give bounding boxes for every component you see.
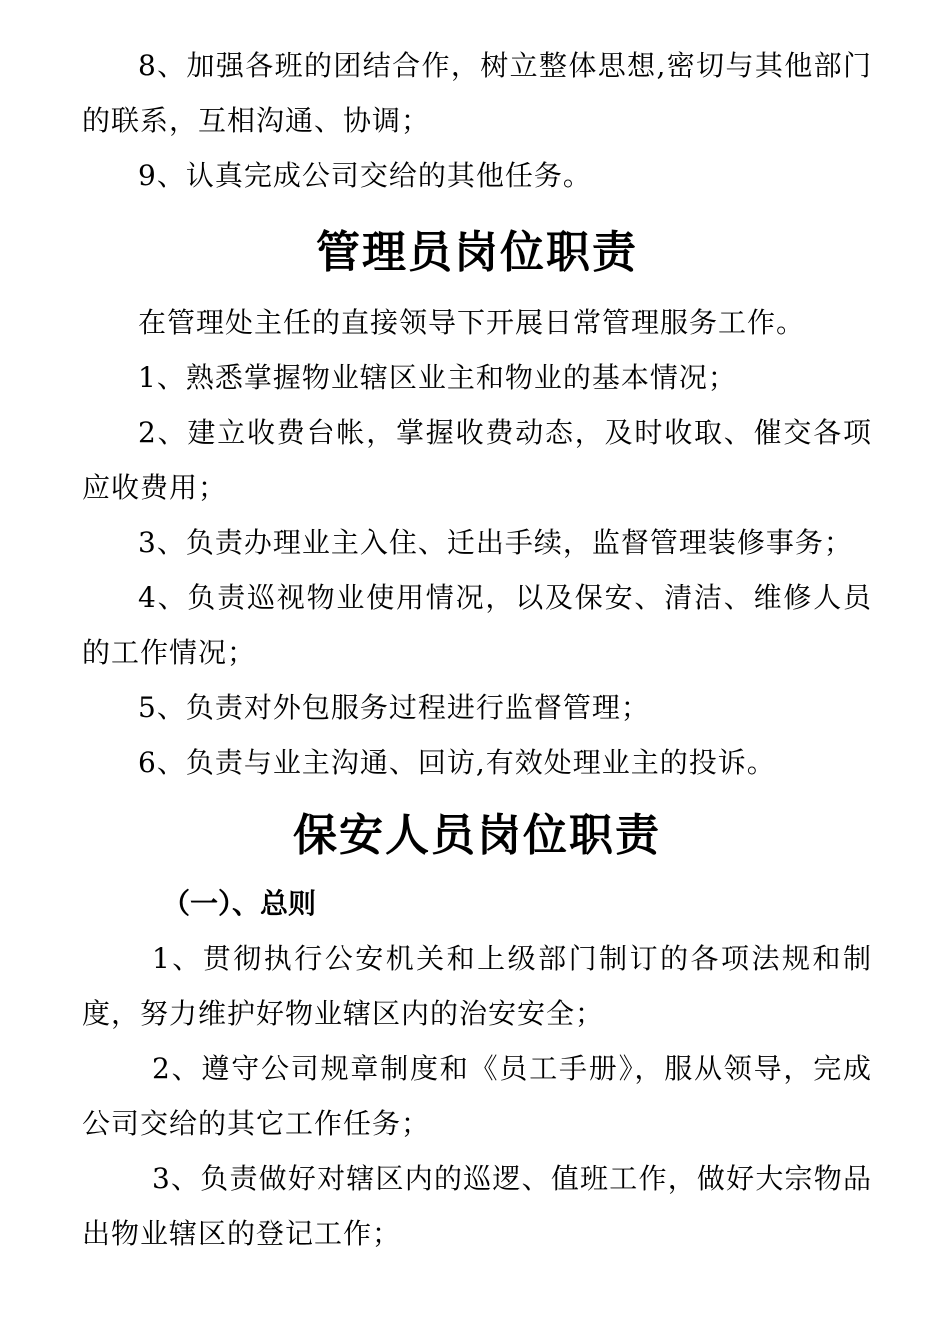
security-duties-title: 保安人员岗位职责	[293, 810, 661, 861]
security-item-3: 3、负责做好对辖区内的巡逻、值班工作，做好大宗物品出物业辖区的登记工作；	[82, 1162, 872, 1250]
document-page	[82, 38, 872, 1261]
manager-item-6: 6、负责与业主沟通、回访,有效处理业主的投诉。	[138, 746, 776, 779]
manager-lead: 在管理处主任的直接领导下开展日常管理服务工作。	[138, 306, 806, 339]
manager-item-1: 1、熟悉掌握物业辖区业主和物业的基本情况；	[138, 361, 737, 394]
manager-item-5: 5、负责对外包服务过程进行监督管理；	[138, 691, 650, 724]
general-principles-heading: （一）、总则	[162, 887, 317, 920]
security-item-2: 2、遵守公司规章制度和《员工手册》，服从领导，完成公司交给的其它工作任务；	[82, 1052, 872, 1140]
manager-duties-title: 管理员岗位职责	[316, 227, 638, 278]
manager-item-3: 3、负责办理业主入住、迁出手续，监督管理装修事务；	[138, 526, 853, 559]
manager-item-4: 4、负责巡视物业使用情况，以及保安、清洁、维修人员的工作情况；	[82, 581, 872, 669]
manager-item-2: 2、建立收费台帐，掌握收费动态，及时收取、催交各项应收费用；	[82, 416, 872, 504]
intro-item-8: 8、加强各班的团结合作，树立整体思想,密切与其他部门的联系，互相沟通、协调；	[82, 49, 872, 137]
intro-item-9: 9、认真完成公司交给的其他任务。	[138, 159, 592, 192]
security-item-1: 1、贯彻执行公安机关和上级部门制订的各项法规和制度，努力维护好物业辖区内的治安安全；	[82, 942, 872, 1030]
